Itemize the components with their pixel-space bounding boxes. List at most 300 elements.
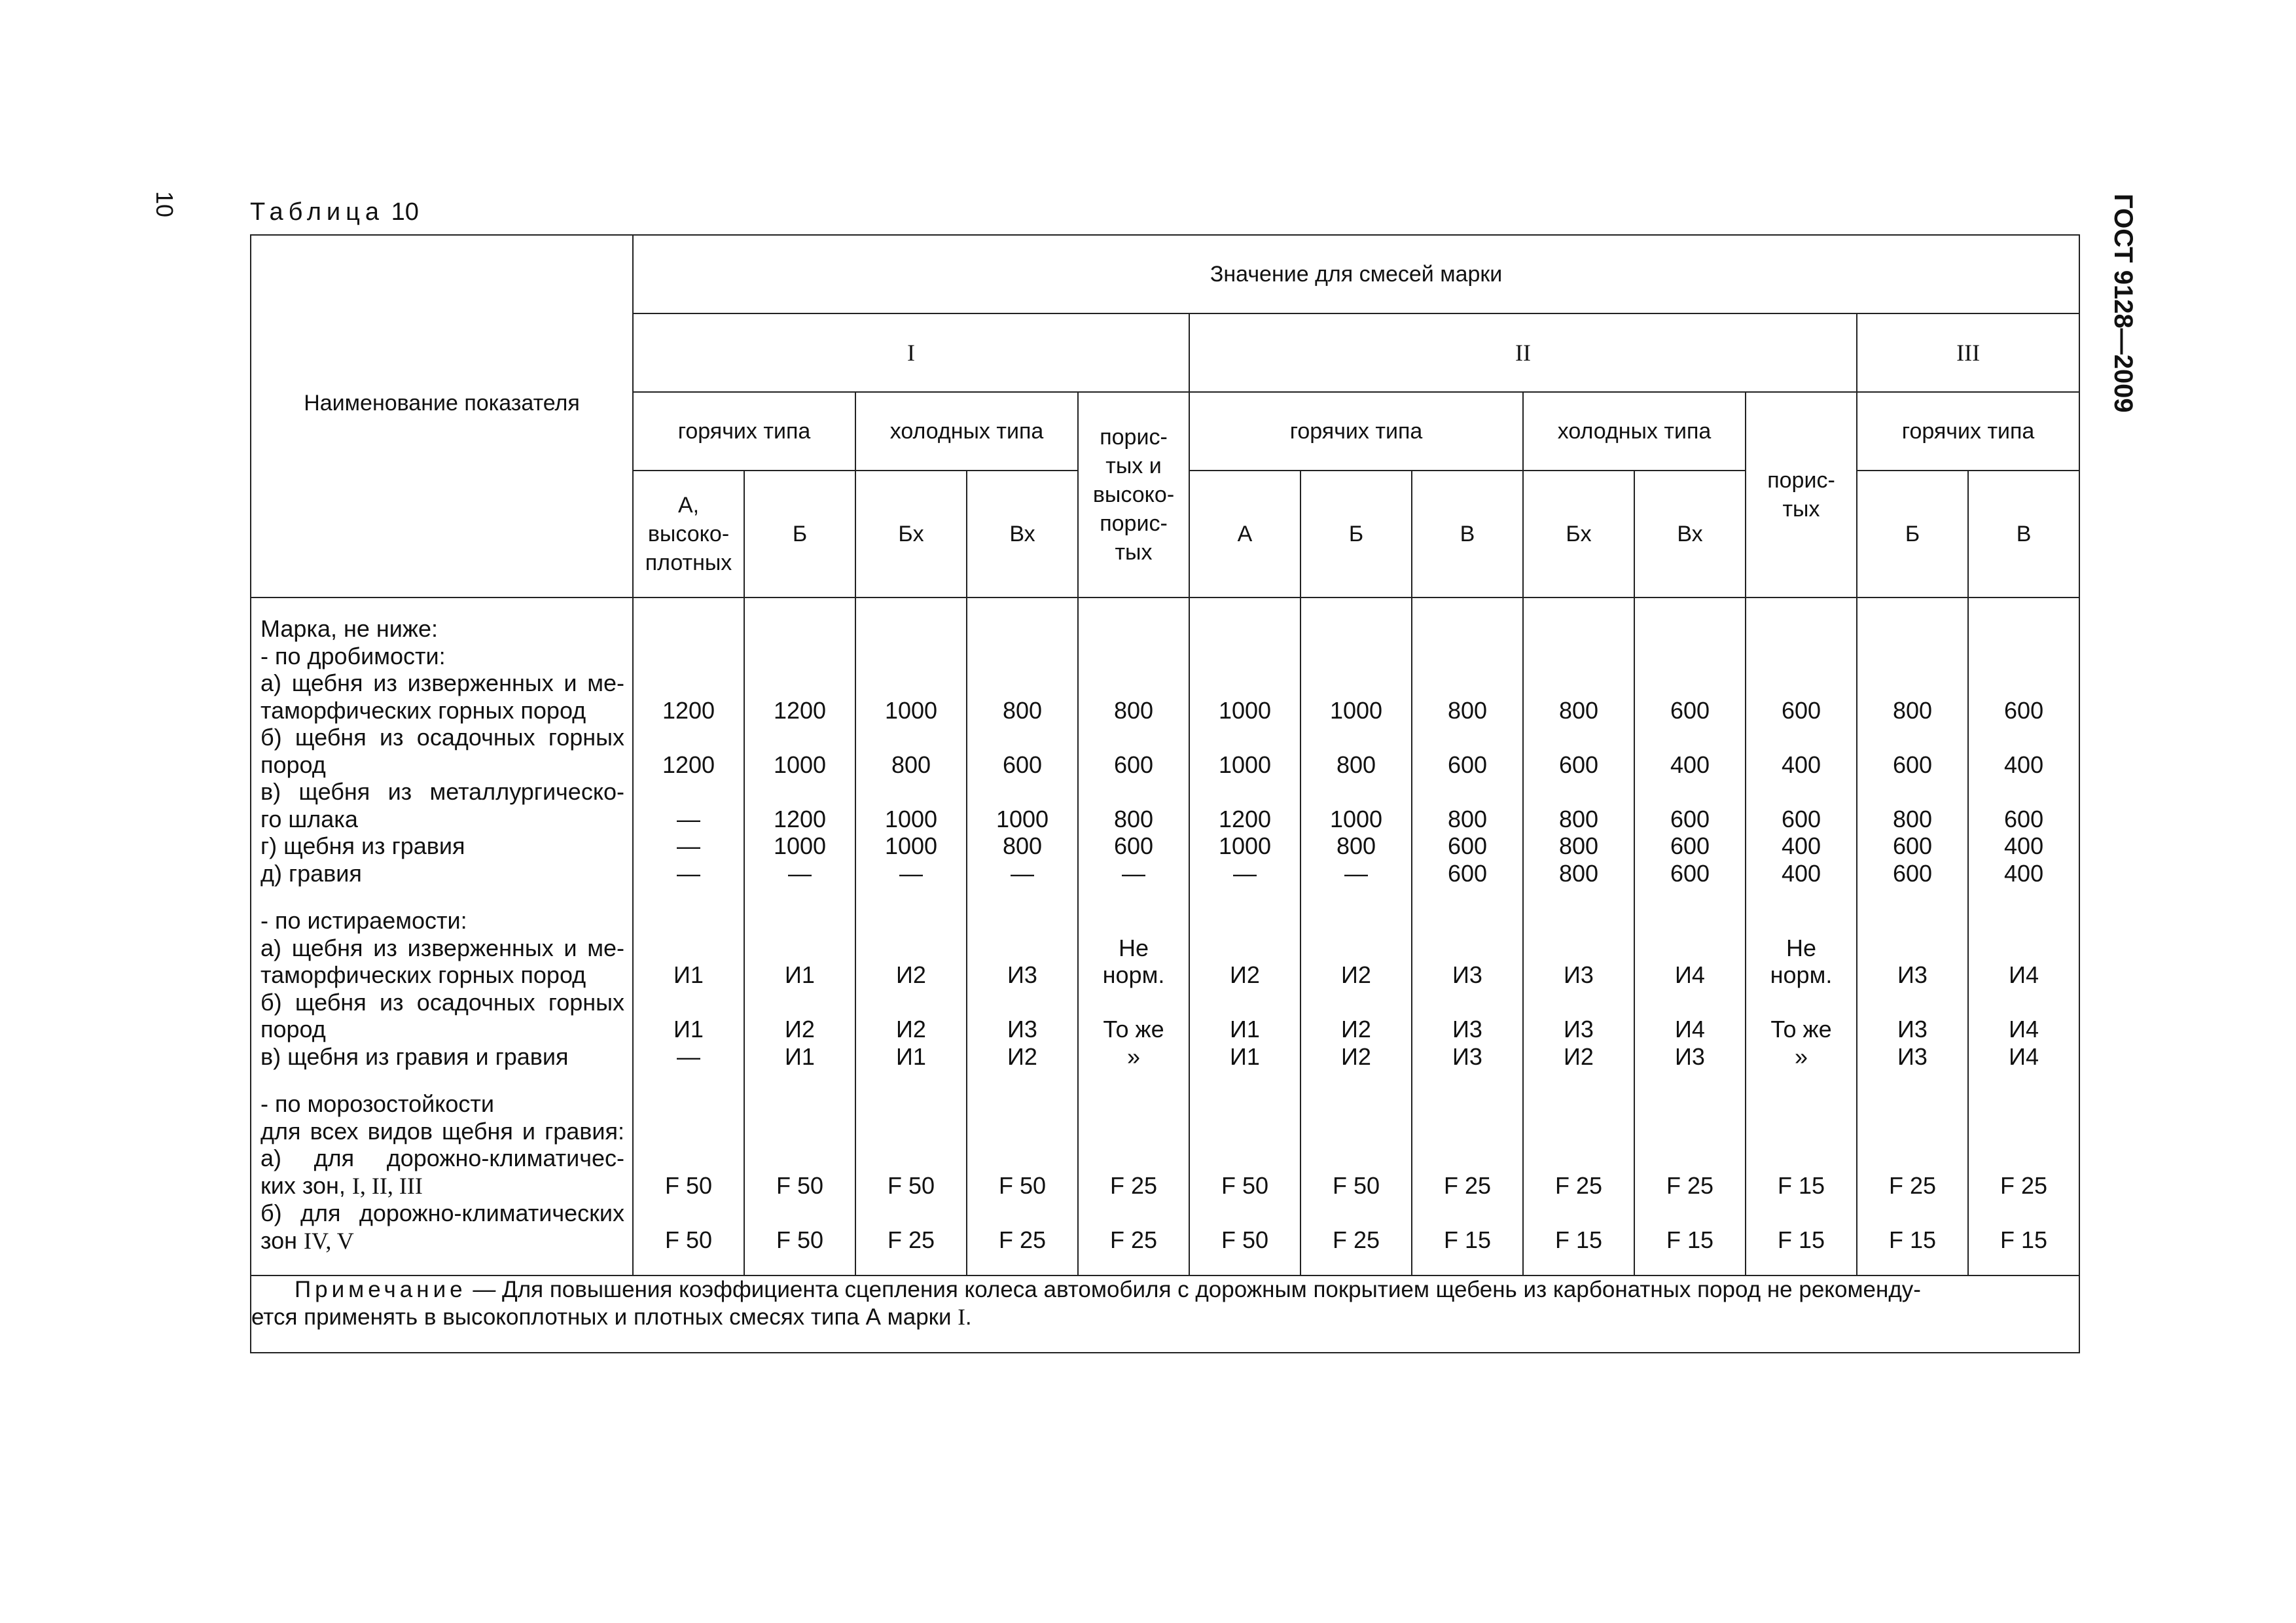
indicator-line bbox=[260, 1043, 624, 1071]
value-cell: И3 bbox=[1564, 961, 1594, 988]
indicator-line bbox=[260, 832, 624, 860]
value-cell: — bbox=[677, 1043, 700, 1070]
grade-ii-cold-header: холодных типа bbox=[1523, 392, 1746, 471]
value-cell bbox=[1524, 935, 1634, 962]
value-cell bbox=[1857, 907, 1967, 935]
value-cell bbox=[1524, 1118, 1634, 1145]
value-cell: 1000 bbox=[884, 805, 938, 832]
value-cell bbox=[1190, 1145, 1300, 1172]
value-cell bbox=[856, 669, 966, 697]
type-header: Вх bbox=[1634, 471, 1746, 597]
value-cell bbox=[856, 1090, 966, 1118]
value-cell bbox=[1635, 778, 1745, 806]
value-cell bbox=[634, 1199, 744, 1226]
type-header: Б bbox=[1300, 471, 1412, 597]
indicator-text: для всех видов щебня и гравия: bbox=[260, 1117, 624, 1145]
properties-table bbox=[250, 234, 2080, 1353]
value-cell: » bbox=[1126, 1043, 1141, 1070]
grade-ii-porous-header: порис- тых bbox=[1746, 392, 1857, 597]
value-cell bbox=[1079, 989, 1189, 1016]
value-cell: 1200 bbox=[1218, 805, 1272, 832]
value-cell: 600 bbox=[1447, 832, 1488, 859]
value-cell: 1000 bbox=[1329, 696, 1383, 724]
value-cell: 600 bbox=[1670, 696, 1710, 724]
indicator-text: - по дробимости: bbox=[260, 642, 446, 669]
value-cell bbox=[1412, 1199, 1522, 1226]
value-cell: 1000 bbox=[1329, 805, 1383, 832]
value-cell: И2 bbox=[896, 961, 926, 988]
row-spacer bbox=[1524, 1070, 1634, 1090]
row-spacer bbox=[1079, 1070, 1189, 1090]
value-cell bbox=[1524, 1199, 1634, 1226]
value-cell bbox=[1969, 989, 2079, 1016]
value-cell bbox=[1190, 669, 1300, 697]
value-cell: И3 bbox=[1897, 1016, 1928, 1043]
value-cell bbox=[1524, 907, 1634, 935]
indicator-text: д) гравия bbox=[260, 859, 362, 887]
value-cell bbox=[1524, 989, 1634, 1016]
indicator-line bbox=[260, 1118, 624, 1145]
value-cell: 600 bbox=[1781, 696, 1821, 724]
value-cell: норм. bbox=[1770, 961, 1833, 988]
value-cell bbox=[1412, 643, 1522, 670]
value-cell: F 50 bbox=[1221, 1171, 1269, 1199]
value-cell bbox=[1746, 1090, 1856, 1118]
value-cell: 1000 bbox=[884, 832, 938, 859]
value-cell: 600 bbox=[1113, 751, 1154, 778]
value-column bbox=[744, 597, 855, 1275]
value-cell: И2 bbox=[1230, 961, 1260, 988]
value-cell bbox=[745, 778, 855, 806]
value-cell bbox=[634, 907, 744, 935]
value-cell bbox=[1190, 1199, 1300, 1226]
value-cell: 800 bbox=[1336, 751, 1376, 778]
value-cell: То же bbox=[1103, 1016, 1164, 1043]
grade-iii-hot-header: горячих типа bbox=[1857, 392, 2079, 471]
row-spacer bbox=[1301, 1070, 1411, 1090]
value-cell bbox=[1969, 724, 2079, 751]
value-cell: 1000 bbox=[1218, 751, 1272, 778]
indicator-line bbox=[260, 860, 624, 887]
value-column bbox=[1857, 597, 1968, 1275]
indicator-line bbox=[260, 697, 624, 724]
value-cell: — bbox=[899, 859, 923, 887]
note-grade: I bbox=[958, 1304, 965, 1330]
value-cell: 600 bbox=[1670, 832, 1710, 859]
table-caption-word: Таблица bbox=[250, 198, 384, 226]
value-cell: 800 bbox=[1558, 832, 1599, 859]
value-cell bbox=[967, 935, 1077, 962]
value-cell: И2 bbox=[1341, 1043, 1371, 1070]
value-cell: 800 bbox=[1336, 832, 1376, 859]
value-cell bbox=[634, 778, 744, 806]
row-spacer bbox=[1969, 887, 2079, 907]
value-cell bbox=[1412, 1118, 1522, 1145]
value-cell bbox=[1635, 1145, 1745, 1172]
row-spacer bbox=[1079, 887, 1189, 907]
value-cell: 600 bbox=[1892, 751, 1933, 778]
value-cell: F 50 bbox=[887, 1171, 935, 1199]
indicator-text: пород bbox=[260, 1016, 326, 1043]
value-cell bbox=[1969, 615, 2079, 643]
value-cell bbox=[1079, 1090, 1189, 1118]
value-column bbox=[633, 597, 744, 1275]
value-cell bbox=[745, 1145, 855, 1172]
value-cell bbox=[1412, 724, 1522, 751]
value-cell: норм. bbox=[1102, 961, 1165, 988]
value-cell: 1000 bbox=[1218, 832, 1272, 859]
row-spacer bbox=[967, 887, 1077, 907]
value-cell: И2 bbox=[896, 1016, 926, 1043]
value-cell bbox=[1190, 724, 1300, 751]
value-cell: И2 bbox=[1564, 1043, 1594, 1070]
value-cell: — bbox=[677, 832, 700, 859]
value-cell bbox=[1301, 669, 1411, 697]
value-cell bbox=[856, 1118, 966, 1145]
row-spacer bbox=[634, 1070, 744, 1090]
value-cell: F 15 bbox=[1666, 1226, 1714, 1253]
row-spacer bbox=[260, 887, 624, 907]
value-cell: 400 bbox=[1781, 832, 1821, 859]
value-cell: 800 bbox=[1447, 805, 1488, 832]
value-cell: F 25 bbox=[2000, 1171, 2048, 1199]
value-cell: F 15 bbox=[1443, 1226, 1492, 1253]
value-cell: 600 bbox=[1781, 805, 1821, 832]
value-cell: То же bbox=[1770, 1016, 1832, 1043]
indicator-text: в) щебня из металлургическо- bbox=[260, 778, 624, 805]
value-cell bbox=[1969, 1090, 2079, 1118]
table-caption-number: 10 bbox=[391, 198, 419, 226]
value-cell bbox=[967, 778, 1077, 806]
indicator-text: пород bbox=[260, 751, 326, 778]
type-header: А, высоко- плотных bbox=[633, 471, 744, 597]
value-cell bbox=[745, 724, 855, 751]
value-cell bbox=[1746, 724, 1856, 751]
value-cell bbox=[1857, 935, 1967, 962]
value-cell bbox=[856, 989, 966, 1016]
row-spacer bbox=[1746, 887, 1856, 907]
value-cell bbox=[1412, 669, 1522, 697]
row-spacer bbox=[967, 1070, 1077, 1090]
value-cell bbox=[967, 615, 1077, 643]
value-cell bbox=[1079, 643, 1189, 670]
value-cell bbox=[745, 989, 855, 1016]
value-cell bbox=[1524, 643, 1634, 670]
value-cell: 1200 bbox=[773, 805, 827, 832]
row-spacer bbox=[634, 887, 744, 907]
indicator-text: Марка, не ниже: bbox=[260, 615, 439, 642]
value-cell bbox=[1412, 615, 1522, 643]
value-cell bbox=[1635, 1118, 1745, 1145]
value-column bbox=[1968, 597, 2079, 1275]
value-cell bbox=[1079, 907, 1189, 935]
value-cell: 1000 bbox=[773, 751, 827, 778]
value-cell bbox=[1969, 778, 2079, 806]
value-cell: И1 bbox=[785, 1043, 815, 1070]
value-cell: 600 bbox=[1447, 859, 1488, 887]
grade-ii-header: II bbox=[1189, 313, 1857, 392]
standard-code: ГОСТ 9128—2009 bbox=[2109, 194, 2138, 413]
grade-i-cold-header: холодных типа bbox=[855, 392, 1078, 471]
value-cell bbox=[1079, 615, 1189, 643]
row-spacer bbox=[1301, 887, 1411, 907]
indicator-text: - по морозостойкости bbox=[260, 1090, 495, 1117]
value-cell: 600 bbox=[1892, 832, 1933, 859]
value-cell bbox=[1190, 907, 1300, 935]
value-cell bbox=[634, 643, 744, 670]
value-cell bbox=[856, 778, 966, 806]
indicator-line bbox=[260, 1200, 624, 1227]
row-spacer bbox=[1969, 1070, 2079, 1090]
indicator-text: а) щебня из изверженных и ме- bbox=[260, 934, 624, 961]
indicator-text: зон bbox=[260, 1226, 304, 1254]
value-cell bbox=[634, 1145, 744, 1172]
value-cell bbox=[1969, 643, 2079, 670]
grade-i-header: I bbox=[633, 313, 1189, 392]
value-cell: 1000 bbox=[773, 832, 827, 859]
row-spacer bbox=[1857, 1070, 1967, 1090]
value-cell: И2 bbox=[1007, 1043, 1037, 1070]
value-cell bbox=[634, 935, 744, 962]
note-text-line-2: ется применять в высокоплотных и плотных смесях типа А марки bbox=[251, 1304, 958, 1330]
value-cell bbox=[856, 615, 966, 643]
value-cell: 1200 bbox=[773, 696, 827, 724]
value-column bbox=[1300, 597, 1412, 1275]
value-cell bbox=[1635, 643, 1745, 670]
value-cell: И3 bbox=[1564, 1016, 1594, 1043]
value-cell: 400 bbox=[1670, 751, 1710, 778]
grade-ii-hot-header: горячих типа bbox=[1189, 392, 1523, 471]
value-cell bbox=[967, 989, 1077, 1016]
value-cell bbox=[1301, 989, 1411, 1016]
indicator-text: таморфических горных пород bbox=[260, 696, 586, 724]
row-spacer bbox=[1635, 887, 1745, 907]
value-cell bbox=[1301, 935, 1411, 962]
value-column bbox=[1523, 597, 1634, 1275]
value-cell: — bbox=[1344, 859, 1368, 887]
value-cell: И3 bbox=[1897, 1043, 1928, 1070]
value-cell bbox=[967, 1090, 1077, 1118]
indicator-line bbox=[260, 1145, 624, 1172]
indicator-line bbox=[260, 751, 624, 779]
row-spacer bbox=[1412, 1070, 1522, 1090]
value-cell: F 50 bbox=[1221, 1226, 1269, 1253]
value-cell: F 25 bbox=[887, 1226, 935, 1253]
indicator-line bbox=[260, 1227, 624, 1255]
value-cell bbox=[1079, 724, 1189, 751]
row-spacer bbox=[1524, 887, 1634, 907]
value-cell: » bbox=[1794, 1043, 1808, 1070]
value-column bbox=[1078, 597, 1189, 1275]
value-cell: 800 bbox=[1558, 859, 1599, 887]
grade-iii-header: III bbox=[1857, 313, 2079, 392]
table-caption bbox=[250, 198, 419, 226]
indicator-line bbox=[260, 961, 624, 989]
value-cell bbox=[1079, 669, 1189, 697]
value-cell bbox=[1635, 1199, 1745, 1226]
value-cell bbox=[1746, 1145, 1856, 1172]
value-cell: 800 bbox=[891, 751, 931, 778]
value-cell bbox=[1079, 1145, 1189, 1172]
value-cell: И2 bbox=[1341, 961, 1371, 988]
value-column bbox=[855, 597, 967, 1275]
value-cell bbox=[745, 1090, 855, 1118]
indicator-text: таморфических горных пород bbox=[260, 961, 586, 988]
value-cell bbox=[1190, 643, 1300, 670]
indicator-line bbox=[260, 1172, 624, 1200]
value-cell: И3 bbox=[1452, 961, 1482, 988]
value-cell bbox=[1857, 989, 1967, 1016]
value-cell: 800 bbox=[1002, 832, 1043, 859]
indicator-text: ких зон, bbox=[260, 1171, 352, 1199]
zone-numerals: I, II, III bbox=[351, 1172, 423, 1199]
value-cell: И3 bbox=[1452, 1016, 1482, 1043]
type-header: В bbox=[1412, 471, 1523, 597]
value-cell bbox=[1746, 778, 1856, 806]
indicator-line bbox=[260, 806, 624, 833]
value-column bbox=[967, 597, 1078, 1275]
row-spacer bbox=[1190, 1070, 1300, 1090]
value-cell bbox=[1746, 615, 1856, 643]
value-cell bbox=[1857, 724, 1967, 751]
value-cell bbox=[1969, 669, 2079, 697]
value-cell: 1000 bbox=[996, 805, 1049, 832]
type-header: Вх bbox=[967, 471, 1078, 597]
value-cell: 600 bbox=[1558, 751, 1599, 778]
value-cell: 600 bbox=[1002, 751, 1043, 778]
value-cell bbox=[1857, 615, 1967, 643]
value-cell: 1200 bbox=[662, 751, 715, 778]
row-spacer bbox=[1412, 887, 1522, 907]
value-cell: F 25 bbox=[998, 1226, 1047, 1253]
value-cell bbox=[745, 1199, 855, 1226]
indicator-text: го шлака bbox=[260, 805, 358, 832]
value-cell: — bbox=[788, 859, 812, 887]
value-cell bbox=[1969, 1118, 2079, 1145]
indicator-text: а) щебня из изверженных и ме- bbox=[260, 669, 624, 696]
value-cell: И4 bbox=[1675, 961, 1705, 988]
indicator-text: б) щебня из осадочных горных bbox=[260, 724, 624, 751]
indicator-names bbox=[251, 597, 633, 1275]
value-cell bbox=[1412, 1145, 1522, 1172]
value-cell: F 25 bbox=[1109, 1226, 1158, 1253]
value-cell: И1 bbox=[896, 1043, 926, 1070]
value-cell bbox=[967, 907, 1077, 935]
value-cell: 800 bbox=[1892, 696, 1933, 724]
value-cell bbox=[1746, 989, 1856, 1016]
value-cell bbox=[1524, 669, 1634, 697]
value-cell bbox=[1412, 1090, 1522, 1118]
value-cell bbox=[1635, 615, 1745, 643]
value-cell: 800 bbox=[1113, 696, 1154, 724]
row-spacer bbox=[260, 1070, 624, 1090]
value-cell bbox=[1635, 724, 1745, 751]
value-cell bbox=[1857, 1118, 1967, 1145]
type-header: А bbox=[1189, 471, 1300, 597]
value-cell bbox=[1746, 1199, 1856, 1226]
indicator-text: в) щебня из гравия и гравия bbox=[260, 1043, 569, 1070]
value-cell bbox=[1635, 669, 1745, 697]
row-spacer bbox=[1190, 887, 1300, 907]
value-cell bbox=[1635, 1090, 1745, 1118]
value-cell: И3 bbox=[1007, 1016, 1037, 1043]
value-cell: 400 bbox=[1781, 751, 1821, 778]
value-column bbox=[1746, 597, 1857, 1275]
value-cell bbox=[1524, 778, 1634, 806]
value-cell: 400 bbox=[1781, 859, 1821, 887]
row-spacer bbox=[856, 1070, 966, 1090]
value-cell bbox=[1857, 1090, 1967, 1118]
value-cell bbox=[1412, 778, 1522, 806]
value-cell bbox=[1301, 1118, 1411, 1145]
value-cell: 1000 bbox=[1218, 696, 1272, 724]
value-cell bbox=[1969, 907, 2079, 935]
value-cell bbox=[1190, 935, 1300, 962]
indicator-line bbox=[260, 778, 624, 806]
type-header: Бх bbox=[855, 471, 967, 597]
indicator-text: г) щебня из гравия bbox=[260, 832, 465, 859]
value-cell bbox=[1301, 1090, 1411, 1118]
value-cell: F 50 bbox=[776, 1171, 824, 1199]
value-cell: F 25 bbox=[1554, 1171, 1603, 1199]
value-cell: 400 bbox=[2004, 751, 2044, 778]
value-cell bbox=[856, 1199, 966, 1226]
indicator-line bbox=[260, 724, 624, 751]
grade-i-porous-header: порис- тых и высоко- порис- тых bbox=[1078, 392, 1189, 597]
value-cell bbox=[745, 935, 855, 962]
value-cell bbox=[1635, 907, 1745, 935]
value-cell bbox=[1412, 989, 1522, 1016]
value-cell: — bbox=[677, 805, 700, 832]
value-cell bbox=[634, 615, 744, 643]
value-cell bbox=[634, 1118, 744, 1145]
row-spacer bbox=[1746, 1070, 1856, 1090]
value-cell bbox=[967, 1145, 1077, 1172]
value-cell: 400 bbox=[2004, 859, 2044, 887]
value-cell: И1 bbox=[673, 961, 704, 988]
value-cell: 800 bbox=[1113, 805, 1154, 832]
indicator-line bbox=[260, 907, 624, 935]
value-cell bbox=[1524, 724, 1634, 751]
indicator-text: - по истираемости: bbox=[260, 907, 467, 934]
value-cell: — bbox=[1011, 859, 1034, 887]
value-cell: F 50 bbox=[1332, 1171, 1380, 1199]
value-cell: И4 bbox=[1675, 1016, 1705, 1043]
table-note bbox=[251, 1275, 2079, 1353]
value-cell bbox=[745, 669, 855, 697]
value-cell: 800 bbox=[1447, 696, 1488, 724]
value-cell: — bbox=[1233, 859, 1257, 887]
value-cell bbox=[1524, 615, 1634, 643]
value-cell: 800 bbox=[1002, 696, 1043, 724]
value-cell: И2 bbox=[1341, 1016, 1371, 1043]
page-number: 10 bbox=[151, 191, 178, 218]
value-cell: И1 bbox=[1230, 1016, 1260, 1043]
value-cell bbox=[745, 1118, 855, 1145]
value-cell: 800 bbox=[1892, 805, 1933, 832]
value-cell bbox=[1857, 778, 1967, 806]
value-cell bbox=[1746, 907, 1856, 935]
value-cell: 1200 bbox=[662, 696, 715, 724]
value-cell: F 15 bbox=[1777, 1226, 1825, 1253]
value-cell bbox=[1190, 1118, 1300, 1145]
value-cell bbox=[1635, 935, 1745, 962]
row-spacer bbox=[1857, 887, 1967, 907]
value-cell: Не bbox=[1118, 934, 1149, 961]
value-cell: — bbox=[677, 859, 700, 887]
value-cell bbox=[856, 907, 966, 935]
value-cell bbox=[1746, 1118, 1856, 1145]
